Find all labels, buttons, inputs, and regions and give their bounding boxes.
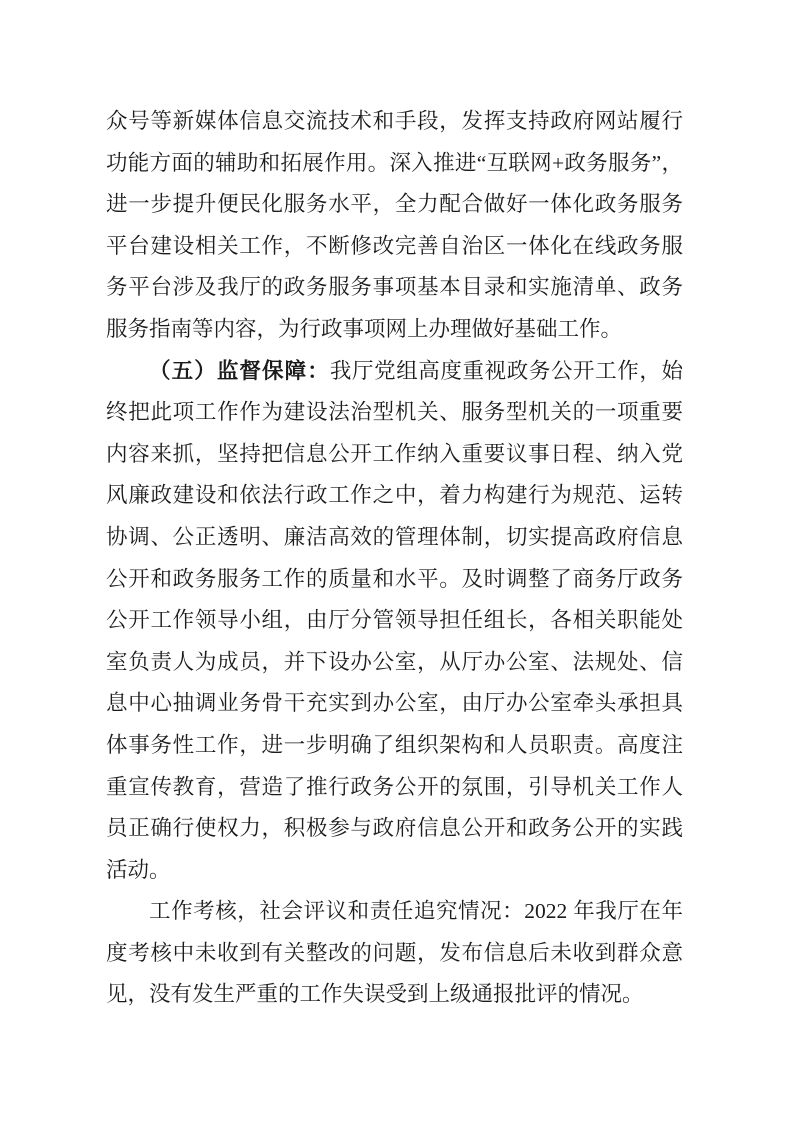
text-line: 服务指南等内容，为行政事项网上办理做好基础工作。 — [106, 316, 623, 341]
text-line: （五）监督保障：我厅党组高度重视政务公开工作，始 — [149, 358, 683, 383]
text-line: 重宣传教育，营造了推行政务公开的氛围，引导机关工作人 — [106, 774, 683, 799]
text-line: 体事务性工作，进一步明确了组织架构和人员职责。高度注 — [106, 732, 683, 757]
text-line: 息中心抽调业务骨干充实到办公室，由厅办公室牵头承担具 — [106, 691, 683, 716]
text-line: 风廉政建设和依法行政工作之中，着力构建行为规范、运转 — [106, 483, 683, 508]
text-line: 平台建设相关工作，不断修改完善自治区一体化在线政务服 — [106, 233, 683, 258]
bold-heading-run: （五）监督保障： — [149, 358, 330, 383]
text-line: 内容来抓，坚持把信息公开工作纳入重要议事日程、纳入党 — [106, 441, 683, 466]
text-line: 进一步提升便民化服务水平，全力配合做好一体化政务服务 — [106, 192, 683, 217]
text-line: 室负责人为成员，并下设办公室，从厅办公室、法规处、信 — [106, 649, 683, 674]
text-line: 众号等新媒体信息交流技术和手段，发挥支持政府网站履行 — [106, 109, 683, 133]
text-line: 协调、公正透明、廉洁高效的管理体制，切实提高政府信息 — [106, 524, 683, 549]
text-line: 功能方面的辅助和拓展作用。深入推进“互联网+政务服务”， — [106, 150, 683, 175]
text-line: 度考核中未收到有关整改的问题，发布信息后未收到群众意 — [106, 940, 683, 965]
text-line: 工作考核，社会评议和责任追究情况：2022 年我厅在年 — [149, 899, 683, 924]
text-line: 公开工作领导小组，由厅分管领导担任组长，各相关职能处 — [106, 608, 683, 633]
text-line: 公开和政务服务工作的质量和水平。及时调整了商务厅政务 — [106, 566, 683, 591]
text-line: 员正确行使权力，积极参与政府信息公开和政务公开的实践 — [106, 816, 683, 841]
text-block — [106, 101, 683, 1016]
text-line: 终把此项工作作为建设法治型机关、服务型机关的一项重要 — [106, 400, 683, 425]
text-line: 务平台涉及我厅的政务服务事项基本目录和实施清单、政务 — [106, 275, 683, 300]
text-line: 见，没有发生严重的工作失误受到上级通报批评的情况。 — [106, 982, 644, 1007]
text-line: 活动。 — [106, 857, 171, 882]
